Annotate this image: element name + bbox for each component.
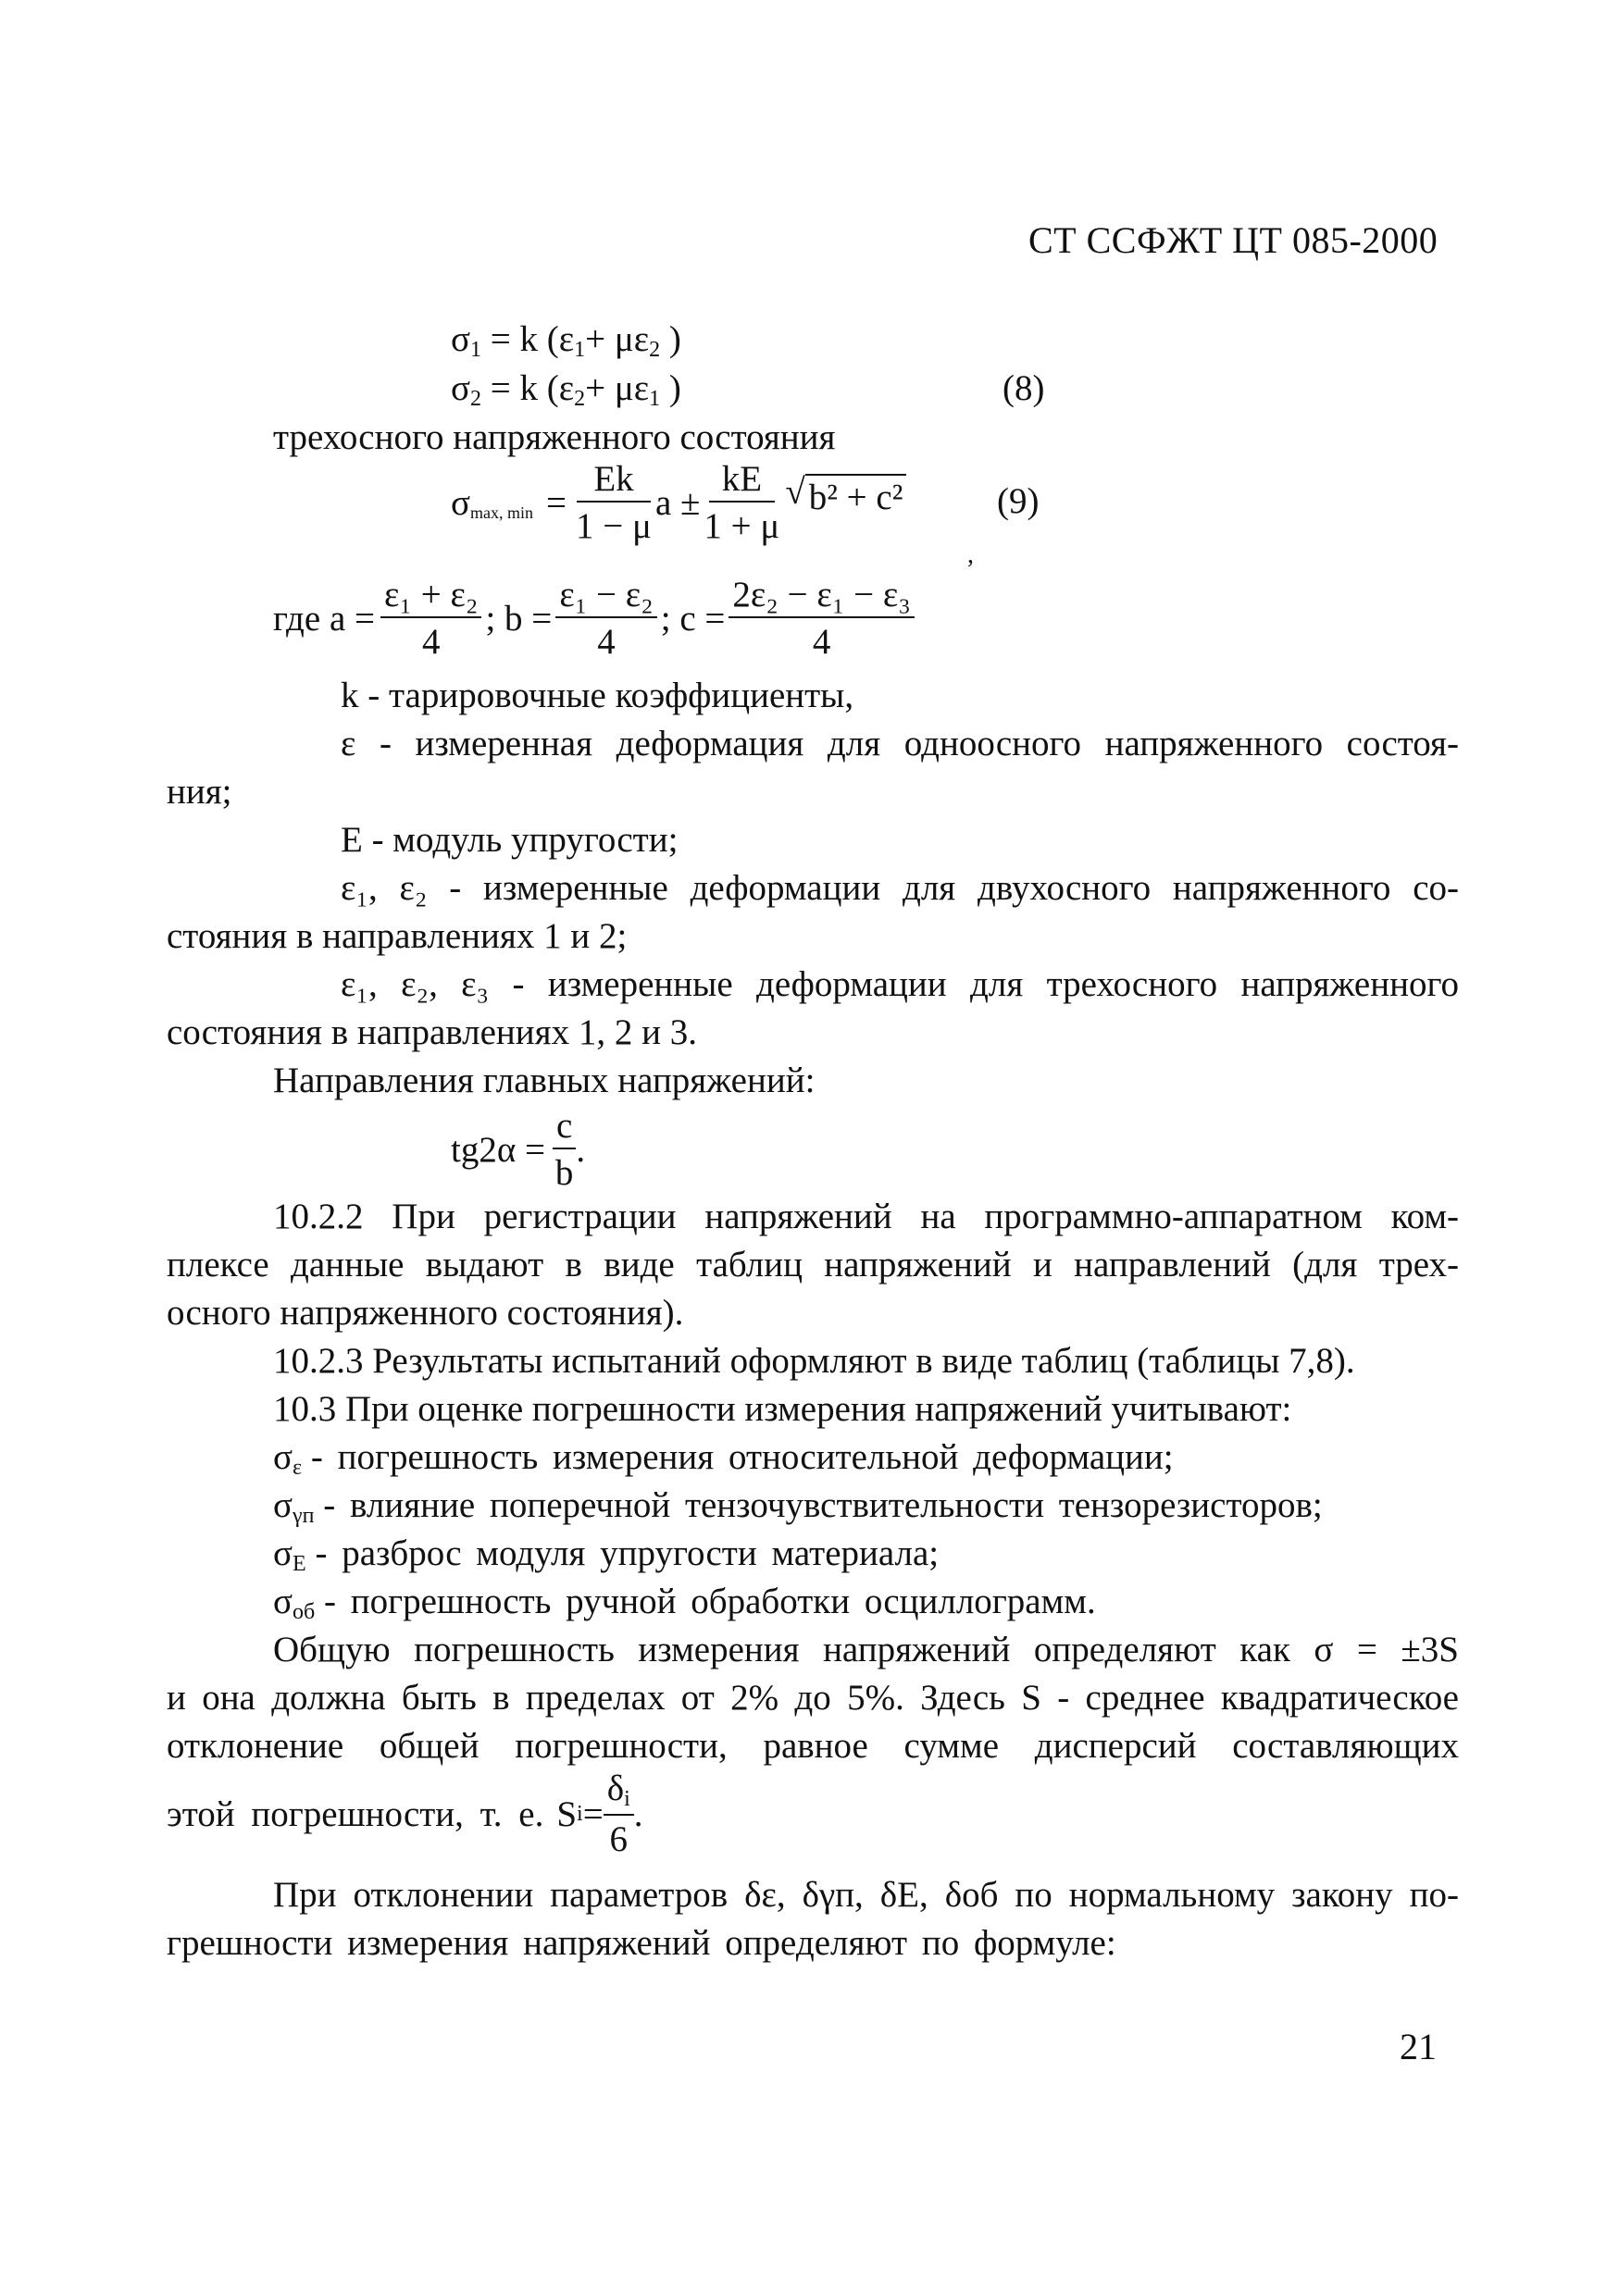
sigma-symbol: σ [273, 1533, 293, 1573]
def-eps123-line-1: ε₁, ε₂, ε₃ - измеренные деформации для трехосного напряженного [341, 964, 1459, 1004]
fraction-numerator: ε₁ − ε₂ [555, 577, 656, 618]
page-number: 21 [1400, 2026, 1437, 2067]
formula-part: ) [668, 319, 681, 359]
p103: 10.3 При оценке погрешности измерения напряжений учитывают: [273, 1389, 1292, 1429]
formula-part: . [633, 1793, 643, 1834]
subscript: i [624, 1787, 630, 1811]
tg-formula [451, 1108, 585, 1191]
error-text: - погрешность измерения относительной деформации; [310, 1437, 1174, 1477]
equals-sign: = [582, 1793, 604, 1834]
s-symbol: S [556, 1793, 578, 1834]
formula-part: ) [668, 368, 681, 408]
fraction-denominator: 4 [597, 622, 616, 662]
def-eps-line-2: ния; [167, 772, 232, 812]
subscript: i [577, 1802, 583, 1826]
def-k: k - тарировочные коэффициенты, [341, 676, 854, 715]
fraction-b [555, 577, 656, 660]
p1022-line-2: плексе данные выдают в виде таблиц напряжений и направлений (для трех- [167, 1245, 1459, 1285]
fraction-denominator: 4 [812, 622, 831, 662]
fraction-a [380, 577, 481, 660]
p1023: 10.2.3 Результаты испытаний оформляют в виде таблиц (таблицы 7,8). [273, 1341, 1355, 1381]
sigma-symbol: σ [451, 482, 471, 523]
fraction-numerator: kE [709, 461, 775, 503]
sigma-symbol: σ [273, 1437, 293, 1477]
subscript: 2 [649, 338, 661, 362]
fraction-denominator: 1 − μ [576, 506, 652, 546]
def-E: E - модуль упругости; [341, 820, 679, 860]
final-line-2: грешности измерения напряжений определяют по формуле: [167, 1923, 1116, 1963]
directions-label: Направления главных напряжений: [273, 1061, 816, 1100]
sigma-symbol: σ [273, 1582, 293, 1621]
error-text: - погрешность ручной обработки осциллограмм. [324, 1582, 1096, 1621]
final-line-1: При отклонении параметров δε, δγп, δE, δоб по нормальному закону по- [273, 1875, 1459, 1915]
square-root [785, 471, 906, 517]
subscript: ε [293, 1456, 303, 1480]
formula-part: + με [585, 319, 650, 359]
general-line-3: отклонение общей погрешности, равное сумме дисперсий составляющих [167, 1726, 1459, 1766]
general-line-4 [167, 1770, 643, 1857]
document-header: СТ ССФЖТ ЦТ 085-2000 [1028, 219, 1438, 261]
subscript: E [293, 1552, 306, 1576]
formula-8-number: (8) [1003, 368, 1045, 408]
formula-9-comma: , [967, 540, 974, 569]
subscript: 2 [470, 387, 482, 411]
fraction-denominator: 4 [421, 622, 441, 662]
formula-part: tg2α = [451, 1129, 546, 1170]
formula-part: = k (ε [490, 319, 575, 359]
c-label: ; c = [660, 598, 726, 639]
fraction-denominator: b [554, 1153, 574, 1193]
subscript: max, min [470, 503, 534, 522]
fraction-numerator: Ek [577, 461, 650, 503]
subscript: об [293, 1600, 316, 1624]
error-item-processing [273, 1583, 1096, 1623]
def-eps-line-1: ε - измеренная деформация для одноосного напряженного состоя- [341, 724, 1459, 763]
error-text: - разброс модуля упругости материала; [315, 1533, 940, 1573]
formula-9 [451, 461, 906, 544]
general-line-2: и она должна быть в пределах от 2% до 5%. Здесь S - среднее квадратическое [167, 1678, 1459, 1718]
fraction-numerator: c [553, 1108, 576, 1149]
sigma-symbol: σ [273, 1485, 293, 1525]
def-eps123-line-2: состояния в направлениях 1, 2 и 3. [167, 1012, 697, 1052]
equals-sign: = [546, 482, 567, 523]
formula-part: . [576, 1129, 586, 1170]
sigma-symbol: σ [451, 368, 471, 408]
p1022-line-3: осного напряженного состояния). [167, 1293, 684, 1333]
triaxial-label: трехосного напряженного состояния [273, 417, 836, 457]
fraction-delta-over-6 [604, 1770, 634, 1857]
sqrt-icon: √ [785, 471, 805, 512]
formula-8-line-2 [451, 370, 681, 410]
p1022-line-1: 10.2.2 При регистрации напряжений на программно-аппаратном ком- [273, 1197, 1459, 1236]
subscript: 1 [574, 338, 586, 362]
fraction-ek [576, 461, 652, 544]
fraction-c [729, 577, 914, 660]
abc-definitions [273, 577, 915, 660]
formula-part: a ± [654, 482, 701, 523]
fraction-c-over-b [553, 1108, 576, 1191]
def-eps12-line-1: ε₁, ε₂ - измеренные деформации для двухосного напряженного со- [341, 868, 1459, 908]
general-line-1: Общую погрешность измерения напряжений определяют как σ = ±3S [273, 1630, 1459, 1669]
fraction-denominator: 1 + μ [704, 506, 780, 546]
sqrt-radicand: b² + c² [805, 474, 907, 515]
where-label: где a = [273, 598, 376, 639]
error-text: - влияние поперечной тензочувствительности тензорезисторов; [323, 1485, 1323, 1525]
fraction-ke [704, 461, 779, 544]
general-text: этой погрешности, т. е. [167, 1793, 544, 1834]
fraction-denominator: 6 [609, 1819, 628, 1859]
subscript: 1 [649, 387, 661, 411]
error-item-strain [273, 1439, 1174, 1479]
fraction-numerator: ε₁ + ε₂ [380, 577, 481, 618]
delta-symbol: δ [606, 1769, 625, 1808]
subscript: γп [293, 1504, 315, 1528]
subscript: 1 [470, 338, 482, 362]
formula-part: + με [585, 368, 650, 408]
error-item-transverse [273, 1487, 1323, 1527]
formula-part: = k (ε [490, 368, 575, 408]
b-label: ; b = [485, 598, 553, 639]
formula-9-number: (9) [997, 481, 1040, 521]
sigma-symbol: σ [451, 319, 471, 359]
def-eps12-line-2: стояния в направлениях 1 и 2; [167, 916, 628, 956]
fraction-numerator: 2ε₂ − ε₁ − ε₃ [729, 577, 914, 618]
formula-8-line-1 [451, 321, 681, 361]
error-item-modulus [273, 1535, 939, 1575]
subscript: 2 [574, 387, 586, 411]
